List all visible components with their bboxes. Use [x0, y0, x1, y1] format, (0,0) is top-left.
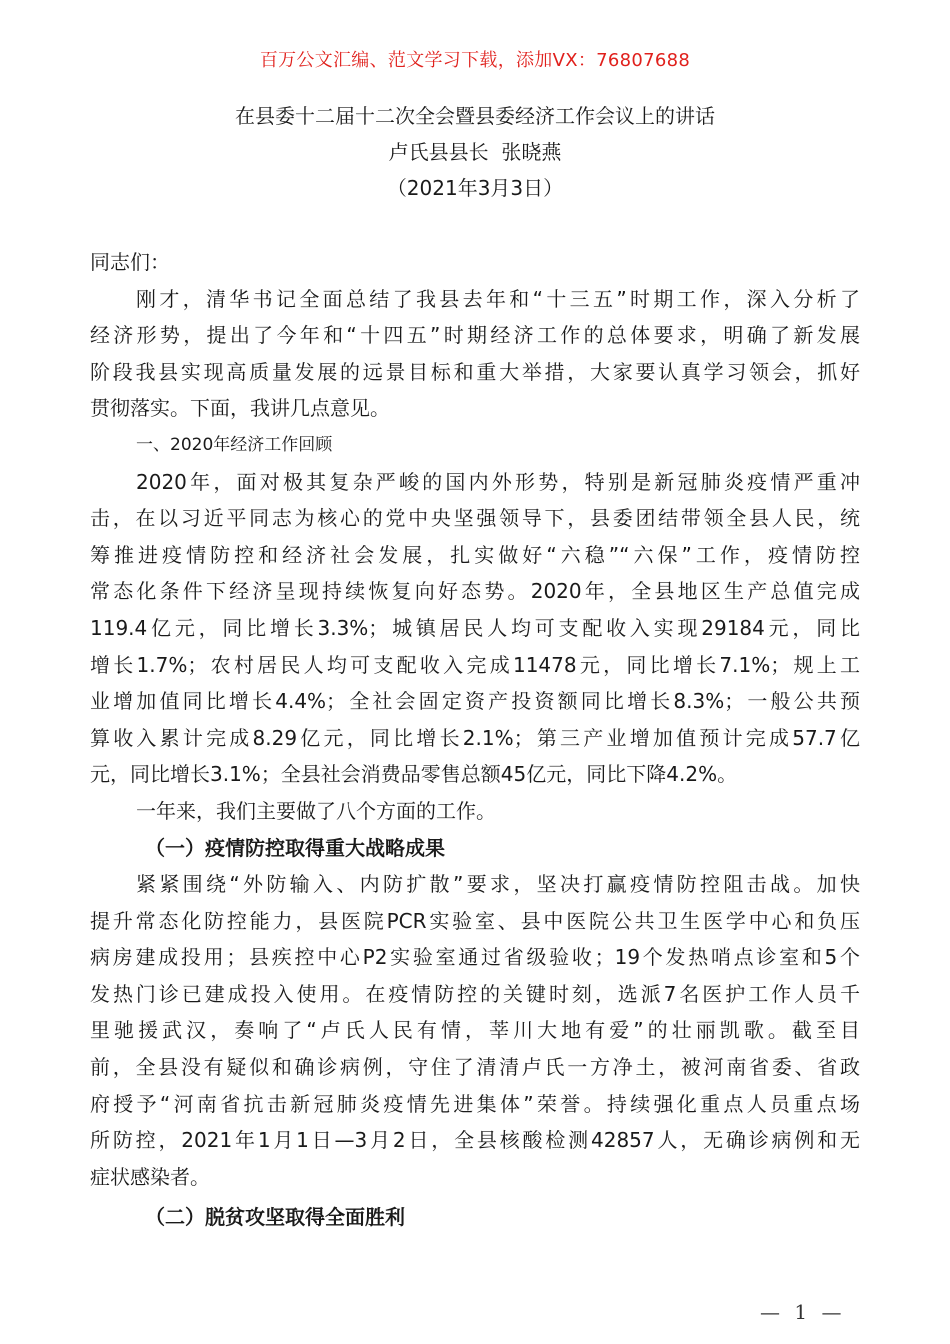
review-line: 业增加值同比增长4.4%；全社会固定资产投资额同比增长8.3%；一般公共预: [90, 689, 860, 714]
summary-line: 一年来，我们主要做了八个方面的工作。: [136, 798, 496, 823]
subsection-line: 紧紧围绕“外防输入、内防扩散”要求，坚决打赢疫情防控阻击战。加快: [136, 872, 860, 897]
review-line: 筹推进疫情防控和经济社会发展，扎实做好“六稳”“六保”工作，疫情防控: [90, 542, 860, 567]
watermark-banner: 百万公文汇编、范文学习下载，添加VX：76807688: [259, 50, 691, 71]
section-heading: 一、2020年经济工作回顾: [136, 434, 333, 455]
intro-line: 贯彻落实。下面，我讲几点意见。: [90, 396, 390, 421]
subsection-line: 里驰援武汉，奏响了“卢氏人民有情，莘川大地有爱”的壮丽凯歌。截至目: [90, 1018, 860, 1043]
page-number: — 1 —: [760, 1300, 846, 1324]
document-date: （2021年3月3日）: [386, 176, 564, 200]
subsection-line: 发热门诊已建成投入使用。在疫情防控的关键时刻，选派7名医护工作人员千: [90, 981, 860, 1006]
document-title: 在县委十二届十二次全会暨县委经济工作会议上的讲话: [235, 104, 715, 128]
document-author: 卢氏县县长 张晓燕: [388, 140, 562, 164]
review-line: 元，同比增长3.1%；全县社会消费品零售总额45亿元，同比下降4.2%。: [90, 762, 738, 787]
subsection-heading: （一）疫情防控取得重大战略成果: [145, 835, 445, 860]
review-line: 2020年，面对极其复杂严峻的国内外形势，特别是新冠肺炎疫情严重冲: [136, 469, 860, 494]
subsection-line: 病房建成投用；县疾控中心P2实验室通过省级验收；19个发热哨点诊室和5个: [90, 945, 860, 970]
subsection-line: 症状感染者。: [90, 1164, 210, 1189]
review-line: 常态化条件下经济呈现持续恢复向好态势。2020年，全县地区生产总值完成: [90, 579, 860, 604]
subsection-line: 所防控，2021年1月1日—3月2日，全县核酸检测42857人，无确诊病例和无: [90, 1128, 860, 1153]
review-line: 119.4亿元，同比增长3.3%；城镇居民人均可支配收入实现29184元，同比: [90, 615, 860, 640]
subsection-line: 提升常态化防控能力，县医院PCR实验室、县中医院公共卫生医学中心和负压: [90, 908, 860, 933]
subsection-heading: （二）脱贫攻坚取得全面胜利: [145, 1205, 405, 1230]
review-line: 算收入累计完成8.29亿元，同比增长2.1%；第三产业增加值预计完成57.7亿: [90, 725, 860, 750]
review-line: 增长1.7%；农村居民人均可支配收入完成11478元，同比增长7.1%；规上工: [90, 652, 860, 677]
subsection-line: 府授予“河南省抗击新冠肺炎疫情先进集体”荣誉。持续强化重点人员重点场: [90, 1091, 860, 1116]
salutation: 同志们：: [90, 250, 170, 274]
document-body: [90, 244, 860, 1236]
review-line: 击，在以习近平同志为核心的党中央坚强领导下，县委团结带领全县人民，统: [90, 506, 860, 531]
intro-line: 经济形势，提出了今年和“十四五”时期经济工作的总体要求，明确了新发展: [90, 323, 860, 348]
subsection-line: 前，全县没有疑似和确诊病例，守住了清清卢氏一方净土，被河南省委、省政: [90, 1055, 860, 1080]
intro-line: 阶段我县实现高质量发展的远景目标和重大举措，大家要认真学习领会，抓好: [90, 359, 860, 384]
intro-line: 刚才，清华书记全面总结了我县去年和“十三五”时期工作，深入分析了: [136, 286, 860, 311]
title-block: [0, 98, 950, 206]
